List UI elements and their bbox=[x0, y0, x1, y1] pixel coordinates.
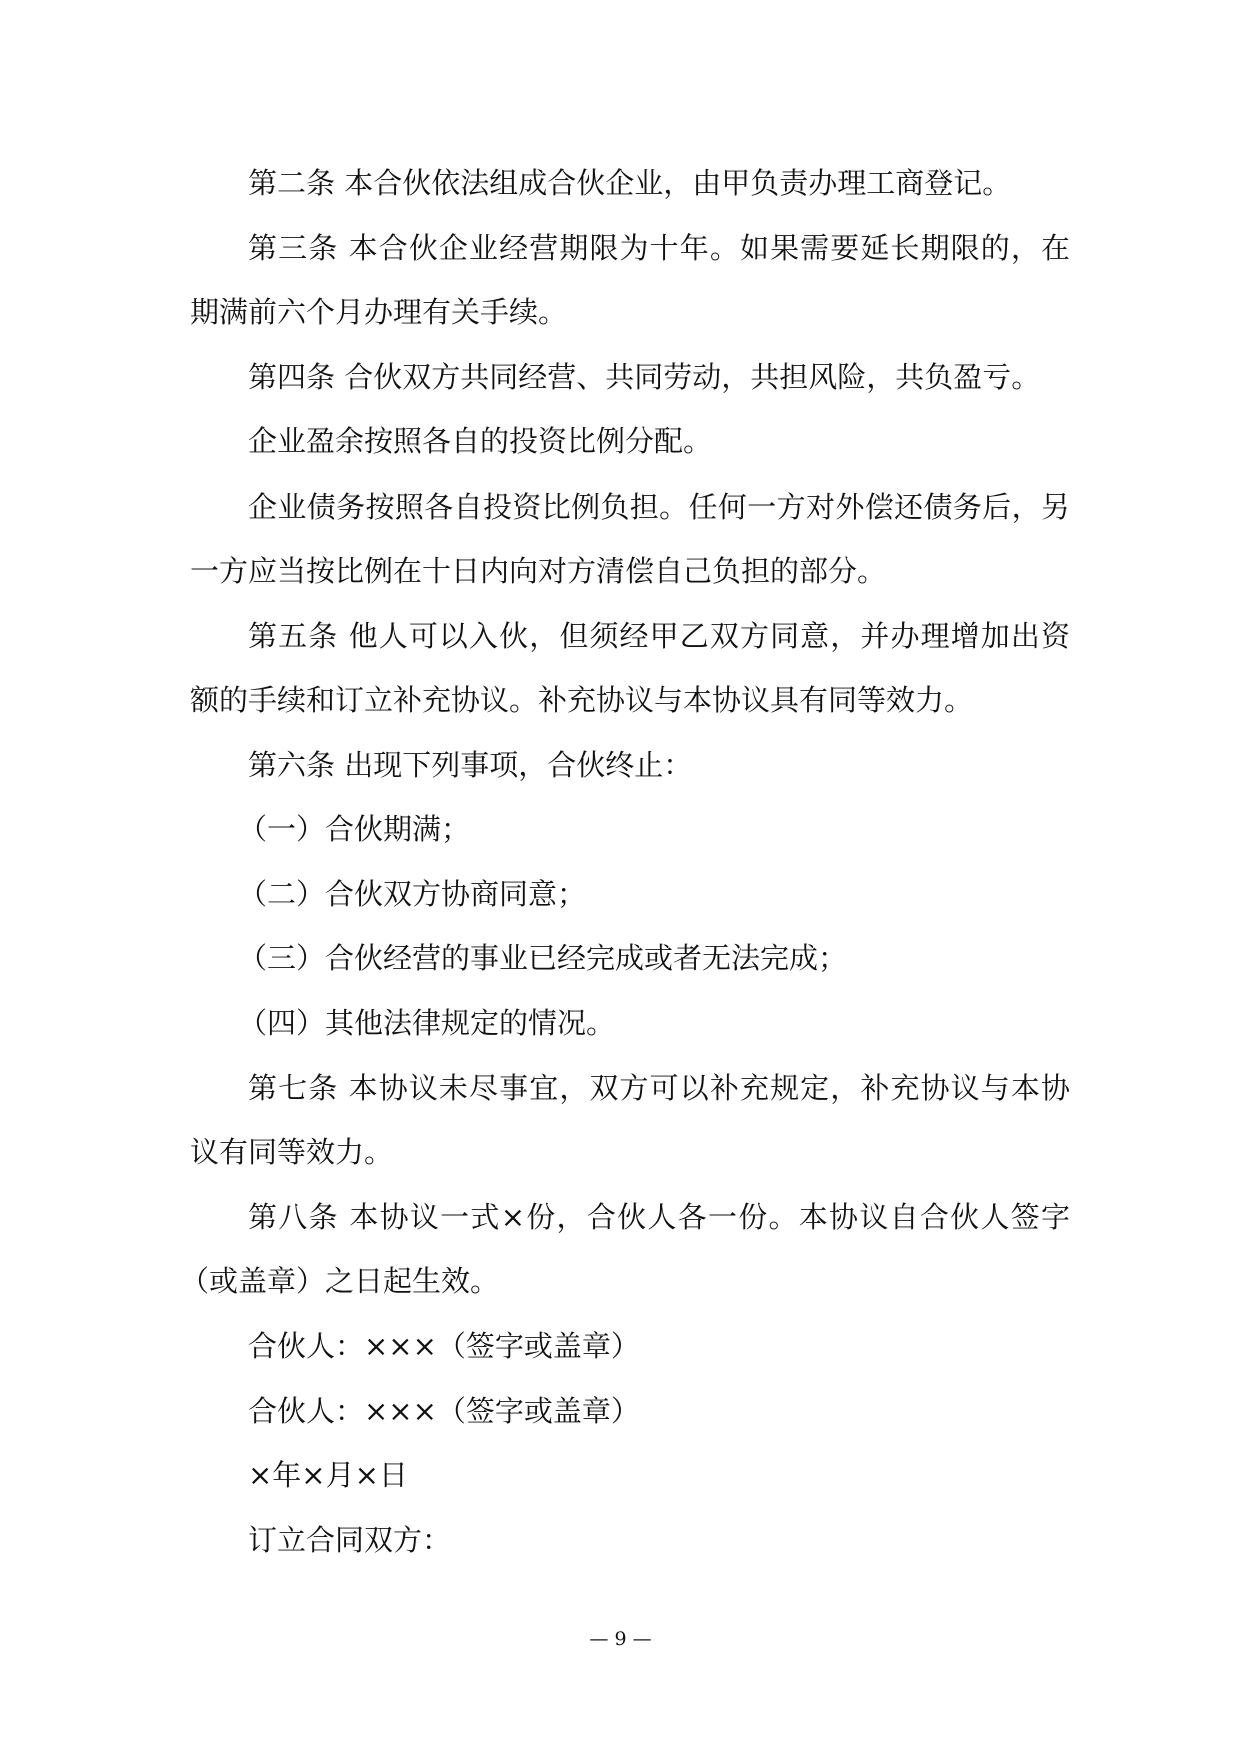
date-line: ×年×月×日 bbox=[248, 1458, 408, 1492]
article-2-line: 第二条 本合伙依法组成合伙企业，由甲负责办理工商登记。 bbox=[248, 166, 1012, 200]
article-4-line: 第四条 合伙双方共同经营、共同劳动，共担风险，共负盈亏。 bbox=[248, 360, 1041, 394]
article-5-line-2: 额的手续和订立补充协议。补充协议与本协议具有同等效力。 bbox=[190, 683, 974, 717]
article-6-line: 第六条 出现下列事项，合伙终止： bbox=[248, 748, 693, 782]
contract-parties-line: 订立合同双方： bbox=[248, 1523, 452, 1557]
article-7-line-1: 第七条 本协议未尽事宜，双方可以补充规定，补充协议与本协 bbox=[248, 1071, 1070, 1105]
article-5-line-1: 第五条 他人可以入伙，但须经甲乙双方同意，并办理增加出资 bbox=[248, 619, 1070, 653]
termination-item-3: （三）合伙经营的事业已经完成或者无法完成； bbox=[238, 941, 848, 975]
article-8-line-1: 第八条 本协议一式×份，合伙人各一份。本协议自合伙人签字 bbox=[248, 1200, 1070, 1234]
termination-item-4: （四）其他法律规定的情况。 bbox=[238, 1006, 616, 1040]
article-3-line-1: 第三条 本合伙企业经营期限为十年。如果需要延长期限的，在 bbox=[248, 231, 1070, 265]
partner-signature-2: 合伙人：×××（签字或盖章） bbox=[248, 1394, 640, 1428]
article-3-line-2: 期满前六个月办理有关手续。 bbox=[190, 295, 568, 329]
page-number: — 9 — bbox=[589, 1628, 652, 1650]
article-8-line-2: （或盖章）之日起生效。 bbox=[180, 1264, 500, 1298]
article-7-line-2: 议有同等效力。 bbox=[190, 1135, 394, 1169]
termination-item-2: （二）合伙双方协商同意； bbox=[238, 877, 587, 911]
profit-distribution-line: 企业盈余按照各自的投资比例分配。 bbox=[248, 424, 713, 458]
debt-line-2: 一方应当按比例在十日内向对方清偿自己负担的部分。 bbox=[190, 554, 887, 588]
termination-item-1: （一）合伙期满； bbox=[238, 812, 471, 846]
debt-line-1: 企业债务按照各自投资比例负担。任何一方对外偿还债务后，另 bbox=[248, 490, 1070, 524]
partner-signature-1: 合伙人：×××（签字或盖章） bbox=[248, 1329, 640, 1363]
